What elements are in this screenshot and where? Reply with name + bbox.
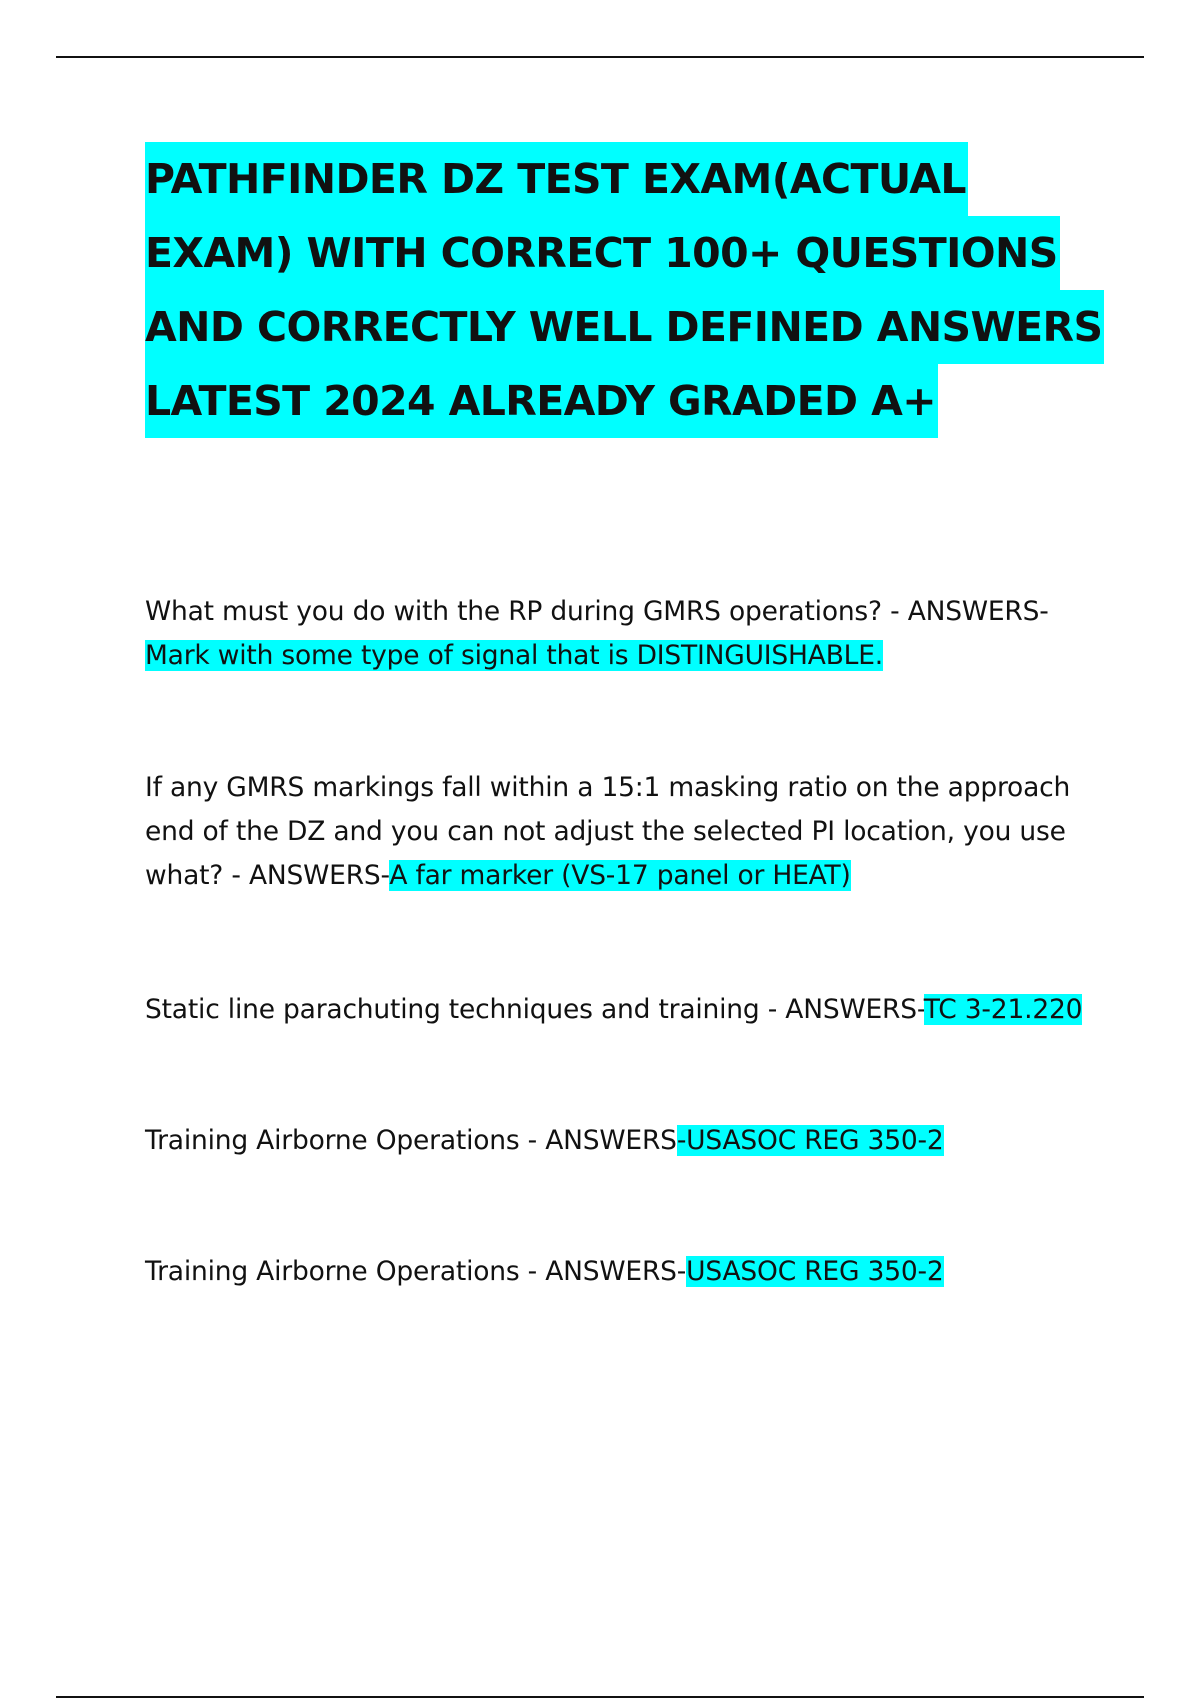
qa-item-2: [145, 766, 1085, 898]
answer-text: USASOC REG 350-2: [686, 1256, 944, 1287]
qa-item-3: [145, 988, 1085, 1032]
question-text: If any GMRS markings fall within a 15:1 masking ratio on the approach end of the DZ and you can not adjust the selected PI location, you use what? - ANSWERS-: [145, 772, 1071, 891]
top-rule: [56, 56, 1144, 58]
bottom-rule: [56, 1696, 1144, 1698]
answer-text: Mark with some type of signal that is DISTINGUISHABLE.: [145, 640, 884, 671]
title-line-1: PATHFINDER DZ TEST EXAM(ACTUAL: [145, 142, 968, 216]
question-text: What must you do with the RP during GMRS operations? - ANSWERS-: [145, 596, 1049, 627]
question-text: Training Airborne Operations - ANSWERS: [145, 1125, 677, 1156]
qa-item-5: [145, 1250, 1085, 1294]
title-line-3: AND CORRECTLY WELL DEFINED ANSWERS: [145, 290, 1104, 364]
answer-text: A far marker (VS-17 panel or HEAT): [389, 860, 851, 891]
title-line-2: EXAM) WITH CORRECT 100+ QUESTIONS: [145, 216, 1060, 290]
answer-text: -USASOC REG 350-2: [676, 1125, 944, 1156]
question-text: Training Airborne Operations - ANSWERS-: [145, 1256, 687, 1287]
document-title: [145, 142, 1155, 438]
qa-item-4: [145, 1119, 1085, 1163]
question-text: Static line parachuting techniques and training - ANSWERS-: [145, 994, 924, 1025]
qa-item-1: [145, 590, 1085, 678]
title-line-4: LATEST 2024 ALREADY GRADED A+: [145, 364, 938, 438]
answer-text: TC 3-21.220: [923, 994, 1083, 1025]
